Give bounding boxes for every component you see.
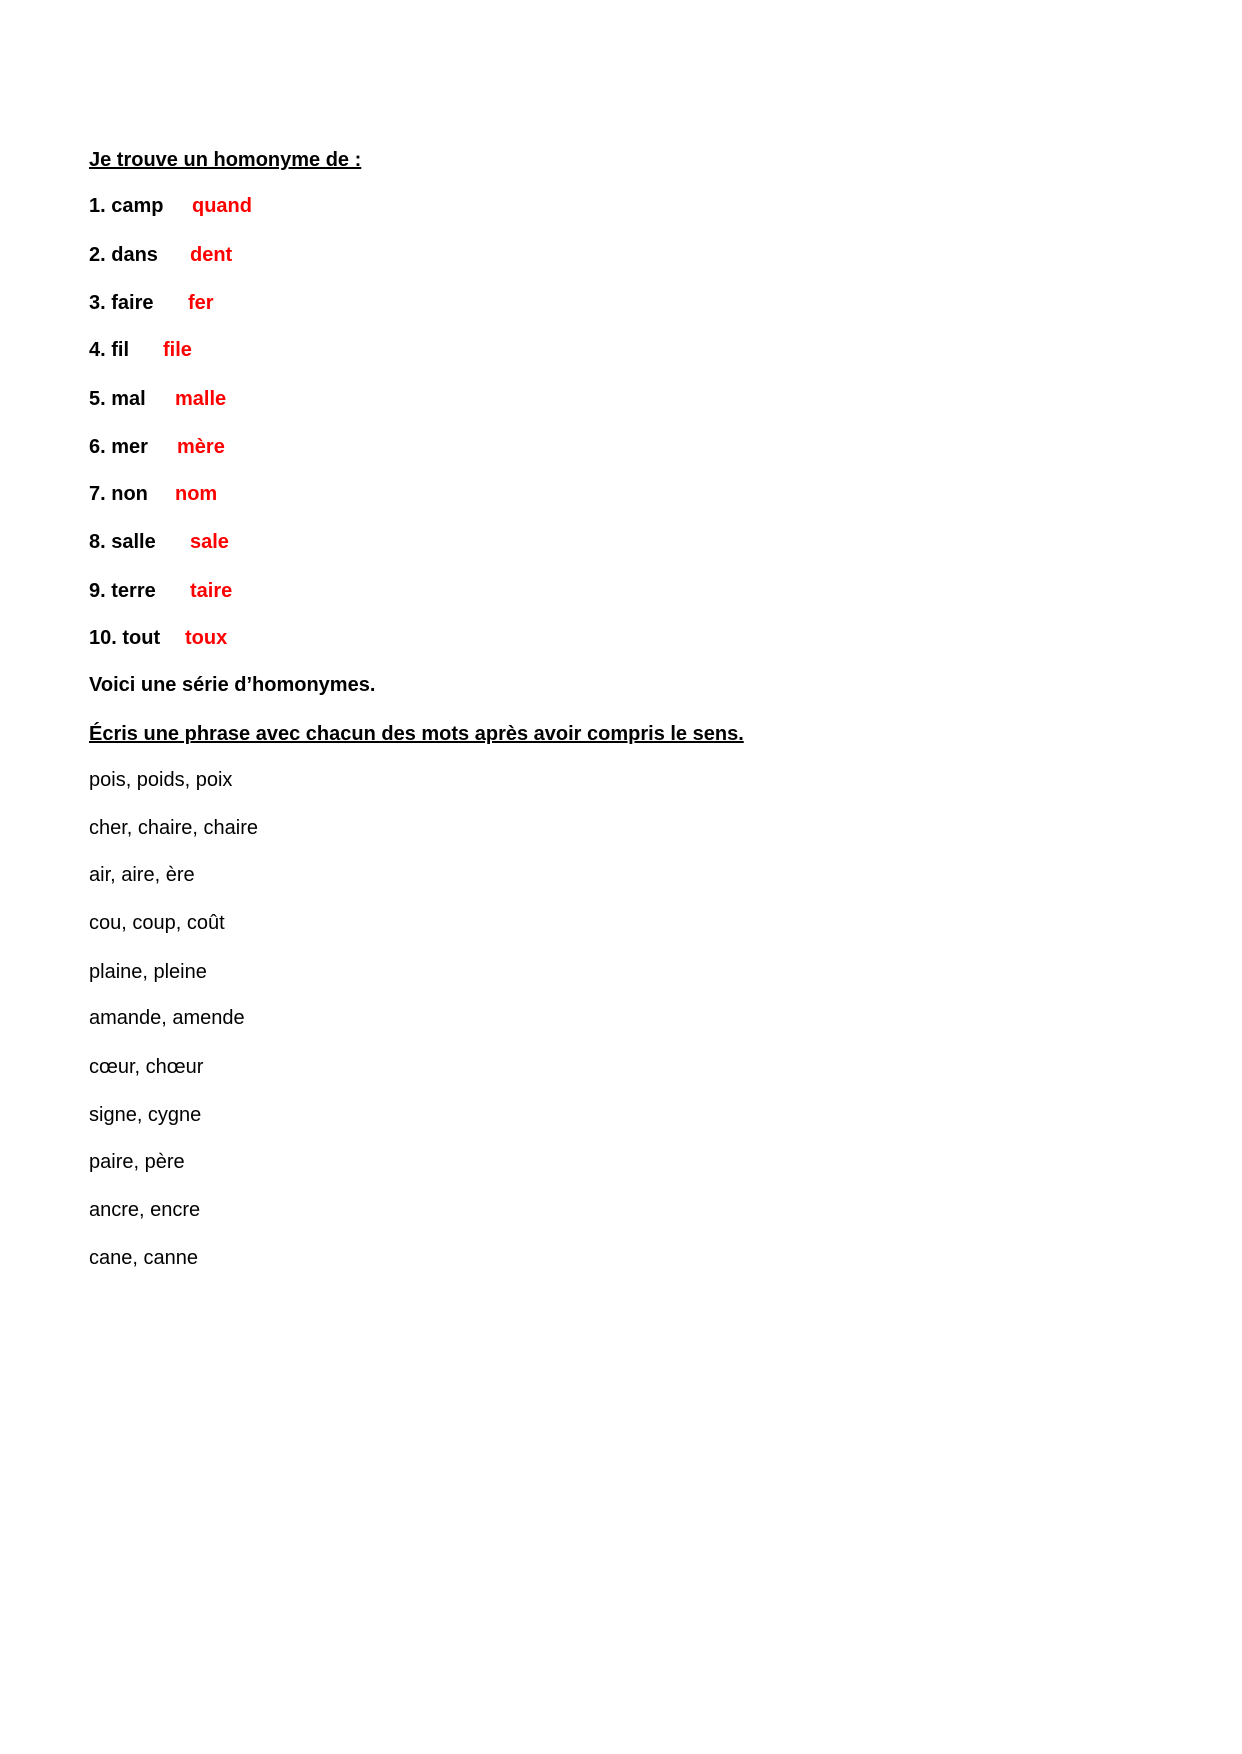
homonym-item [89,530,229,554]
item-answer: fer [188,292,214,314]
homonym-item [89,626,228,650]
homonym-series: plaine, pleine [89,961,207,983]
item-number: 10. [89,627,117,649]
item-word: camp [111,195,164,217]
homonym-series: cher, chaire, chaire [89,817,258,839]
item-number: 3. [89,292,106,314]
item-word: tout [122,627,161,649]
item-number: 6. [89,436,106,458]
item-answer: quand [192,195,252,217]
exercise-1-heading: Je trouve un homonyme de : [89,149,362,171]
homonym-series: amande, amende [89,1007,245,1029]
item-answer: taire [190,580,233,602]
item-word: terre [111,580,156,602]
item-word: faire [111,292,154,314]
homonym-item [89,579,233,603]
item-answer: nom [175,483,218,505]
item-word: fil [111,339,130,361]
homonym-series: cane, canne [89,1247,198,1269]
item-answer: mère [177,436,225,458]
homonym-item [89,291,214,315]
homonym-series: signe, cygne [89,1104,202,1126]
item-number: 5. [89,388,106,410]
item-word: mal [111,388,146,410]
item-answer: file [163,339,192,361]
homonym-series: cou, coup, coût [89,912,225,934]
homonym-series: air, aire, ère [89,864,195,886]
item-word: non [111,483,148,505]
homonym-series: ancre, encre [89,1199,201,1221]
homonym-item [89,194,252,218]
item-answer: dent [190,244,233,266]
item-word: dans [111,244,158,266]
homonym-item [89,243,233,267]
item-answer: malle [175,388,227,410]
item-answer: toux [185,627,228,649]
homonym-item [89,338,192,362]
item-number: 4. [89,339,106,361]
item-answer: sale [190,531,229,553]
homonym-item [89,482,218,506]
homonym-item [89,435,225,459]
item-word: mer [111,436,148,458]
exercise-2-instruction: Écris une phrase avec chacun des mots après avoir compris le sens. [89,723,744,745]
item-number: 8. [89,531,106,553]
homonym-series: paire, père [89,1151,185,1173]
homonym-series: pois, poids, poix [89,769,233,791]
item-number: 7. [89,483,106,505]
item-number: 9. [89,580,106,602]
item-number: 2. [89,244,106,266]
item-word: salle [111,531,156,553]
homonym-item [89,387,227,411]
homonym-series: cœur, chœur [89,1056,204,1078]
exercise-2-intro: Voici une série d’homonymes. [89,674,376,696]
item-number: 1. [89,195,106,217]
